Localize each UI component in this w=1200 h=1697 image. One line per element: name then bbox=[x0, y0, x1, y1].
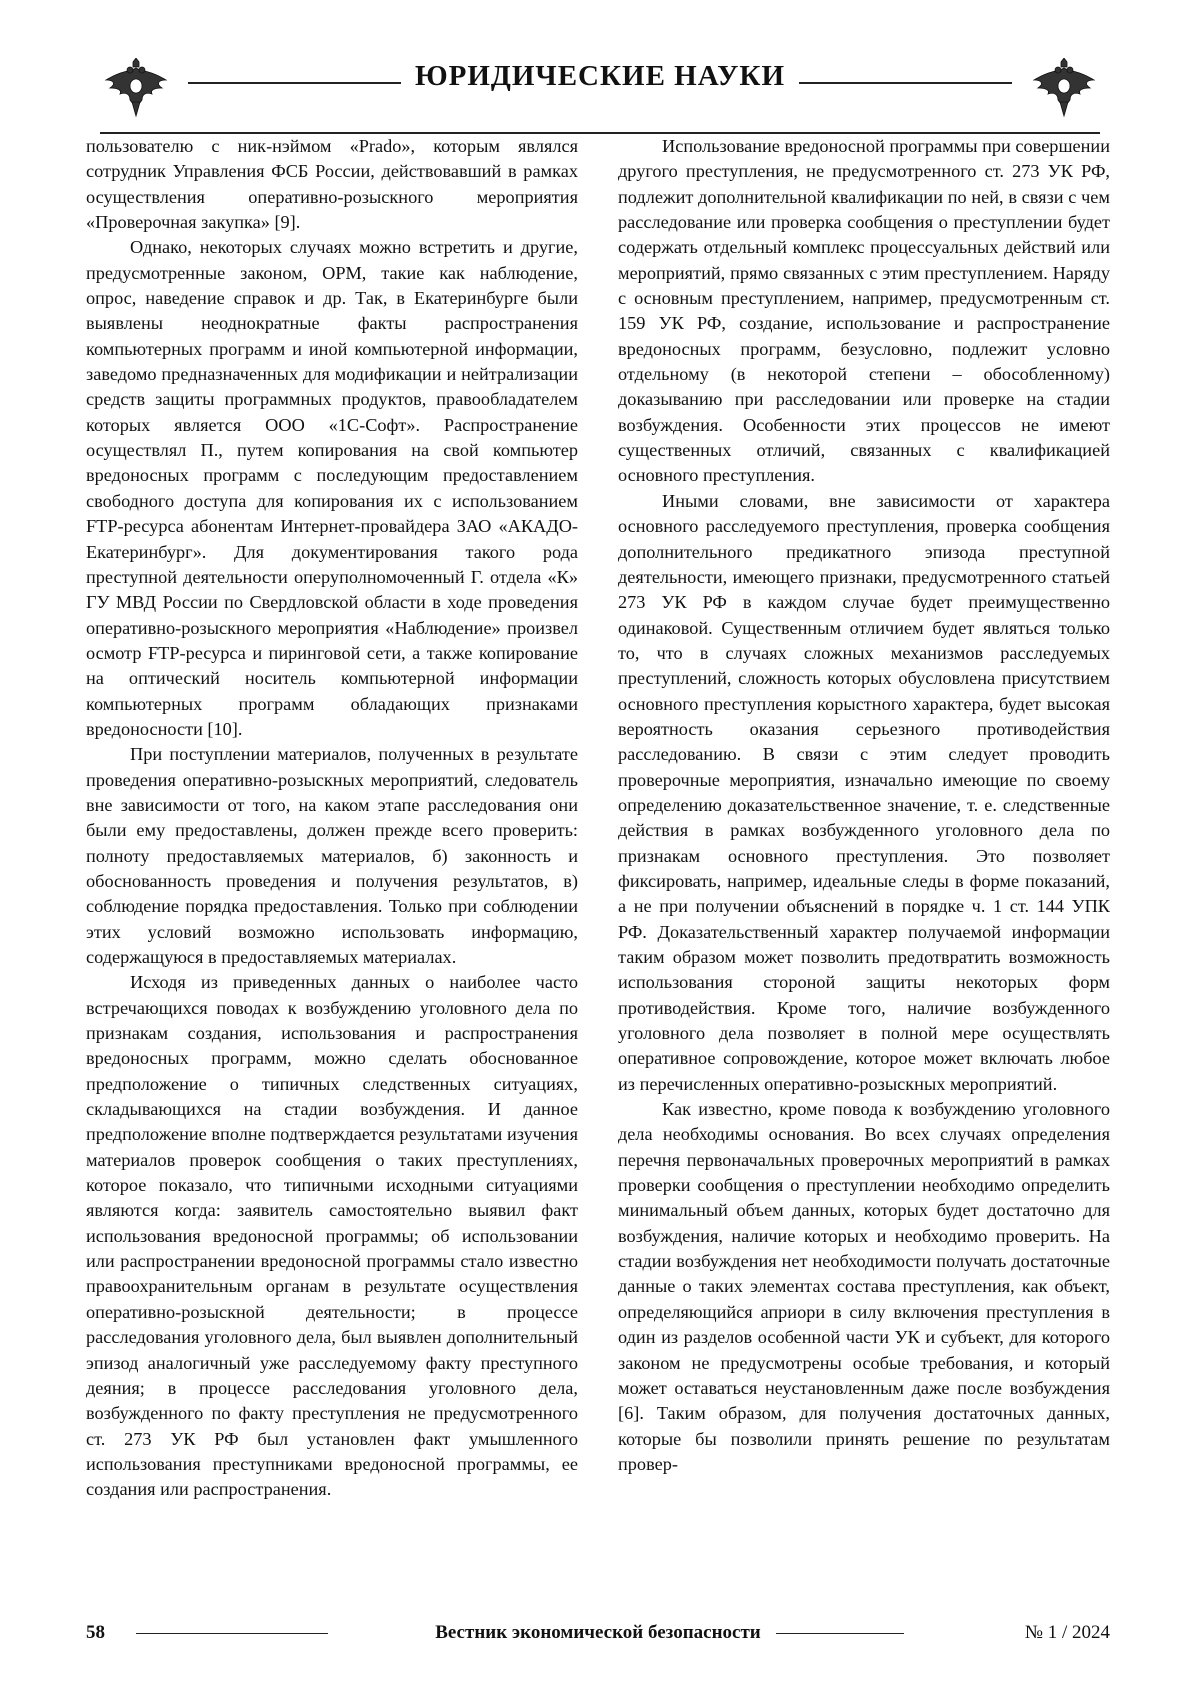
paragraph: пользователю с ник-нэймом «Prado», которым являлся сотрудник Управления ФСБ России, действовавший в рамках осуществления оперативно-розыскного мероприятия «Проверочная закупка» [9]. bbox=[86, 136, 578, 233]
page-header bbox=[100, 52, 1100, 124]
page-footer bbox=[86, 1622, 1110, 1652]
right-column bbox=[618, 134, 1110, 1477]
issue-number: № 1 / 2024 bbox=[1024, 1622, 1110, 1643]
paragraph: Однако, некоторых случаях можно встретить и другие, предусмотренные законом, ОРМ, такие как наблюдение, опрос, наведение справок и др. Так, в Екатеринбурге были выявлены неоднократные факты распространения компьютерных программ и иной компьютерной информации, заведомо предназначенных для модификации и нейтрализации средств защиты программных продуктов, правообладателем которых является ООО «1С-Софт». Распространение осуществлял П., путем копирования на свой компьютер вредоносных программ с последующим предоставлением свободного доступа для копирования их с использованием FTP-ресурса абонентам Интернет-провайдера ЗАО «АКАДО-Екатеринбург». Для документирования такого рода преступной деятельности оперуполномоченный Г. отдела «К» ГУ МВД России по Свердловской области в ходе проведения оперативно-розыскного мероприятия «Наблюдение» произвел осмотр FTP-ресурса и пиринговой сети, а также копирование на оптический носитель компьютерной информации компьютерных программ обладающих признаками вредоносности [10]. bbox=[86, 237, 578, 739]
section-title bbox=[100, 60, 1100, 93]
footer-rule bbox=[776, 1633, 904, 1634]
paragraph: Как известно, кроме повода к возбуждению уголовного дела необходимы основания. Во всех случаях определения перечня первоначальных проверочных мероприятий в рамках проверки сообщения о преступлении необходимо определить минимальный объем данных, которых будет достаточно для возбуждения, наличие которых и необходимо проверить. На стадии возбуждения нет необходимости получать достаточные данные о таких элементах состава преступления, как объект, определяющийся априори в силу включения преступления в один из разделов особенной части УК и субъект, для которого законом не предусмотрены особые требования, и который может оставаться неустановленным даже после возбуждения [6]. Таким образом, для получения достаточных данных, которые бы позволили принять решение по результатам провер- bbox=[618, 1099, 1110, 1474]
paragraph: При поступлении материалов, полученных в результате проведения оперативно-розыскных мероприятий, следователь вне зависимости от того, на каком этапе расследования они были ему предоставлены, должен прежде всего проверить: полноту предоставляемых материалов, б) законность и обоснованность проведения и получения результатов, в) соблюдение порядка предоставления. Только при соблюдении этих условий возможно использовать информацию, содержащуюся в предоставляемых материалах. bbox=[86, 744, 578, 967]
left-column bbox=[86, 134, 578, 1503]
paragraph: Иными словами, вне зависимости от характера основного расследуемого преступления, проверка сообщения дополнительного предикатного эпизода преступной деятельности, имеющего признаки, предусмотренного статьей 273 УК РФ в каждом случае будет преимущественно одинаковой. Существенным отличием будет являться только то, что в случаях сложных механизмов расследуемых преступлений, сложность которых обусловлена присутствием основного преступления корыстного характера, будет высокая вероятность оказания серьезного противодействия расследованию. В связи с этим следует проводить проверочные мероприятия, изначально имеющие по своему определению доказательственное значение, т. е. следственные действия в рамках возбужденного уголовного дела по признакам основного преступления. Это позволяет фиксировать, например, идеальные следы в форме показаний, а не при получении объяснений в порядке ч. 1 ст. 144 УПК РФ. Доказательственный характер получаемой информации таким образом может позволить предотвратить возможность использования стороной защиты некоторых форм противодействия. Кроме того, наличие возбужденного уголовного дела позволяет в полной мере осуществлять оперативное сопровождение, которое может включать любое из перечисленных оперативно-розыскных мероприятий. bbox=[618, 490, 1110, 1094]
paragraph: Использование вредоносной программы при совершении другого преступления, не предусмотренного ст. 273 УК РФ, подлежит дополнительной квалификации по ней, в связи с чем расследование или проверка сообщения о преступлении будет содержать отдельный комплекс процессуальных действий или мероприятий, прямо связанных с этим преступлением. Наряду с основным преступлением, например, предусмотренным ст. 159 УК РФ, создание, использование и распространение вредоносных программ, безусловно, подлежит условно отдельному (в некоторой степени – обособленному) доказыванию при расследовании или проверке на стадии возбуждения. Особенности этих процессов не имеют существенных отличий, связанных с квалификацией основного преступления. bbox=[618, 136, 1110, 486]
page-number: 58 bbox=[86, 1622, 105, 1643]
eagle-emblem-icon bbox=[1028, 58, 1100, 118]
journal-name: Вестник экономической безопасности bbox=[435, 1622, 761, 1643]
section-title-text: ЮРИДИЧЕСКИЕ НАУКИ bbox=[401, 60, 799, 92]
paragraph: Исходя из приведенных данных о наиболее часто встречающихся поводах к возбуждению уголовного дела по признакам создания, использования и распространения вредоносных программ, можно сделать обоснованное предположение о типичных следственных ситуациях, складывающихся на стадии возбуждения. И данное предположение вполне подтверждается результатами изучения материалов проверок сообщения о таких преступлениях, которое показало, что типичными исходными ситуациями являются когда: заявитель самостоятельно выявил факт использования вредоносной программы; об использовании или распространении вредоносной программы стало известно правоохранительным органам в результате осуществления оперативно-розыскной деятельности; в процессе расследования уголовного дела, был выявлен дополнительный эпизод аналогичный уже расследуемому факту преступного деяния; в процессе расследования уголовного дела, возбужденного по факту преступления не предусмотренного ст. 273 УК РФ был установлен факт умышленного использования преступниками вредоносной программы, ее создания или распространения. bbox=[86, 972, 578, 1500]
